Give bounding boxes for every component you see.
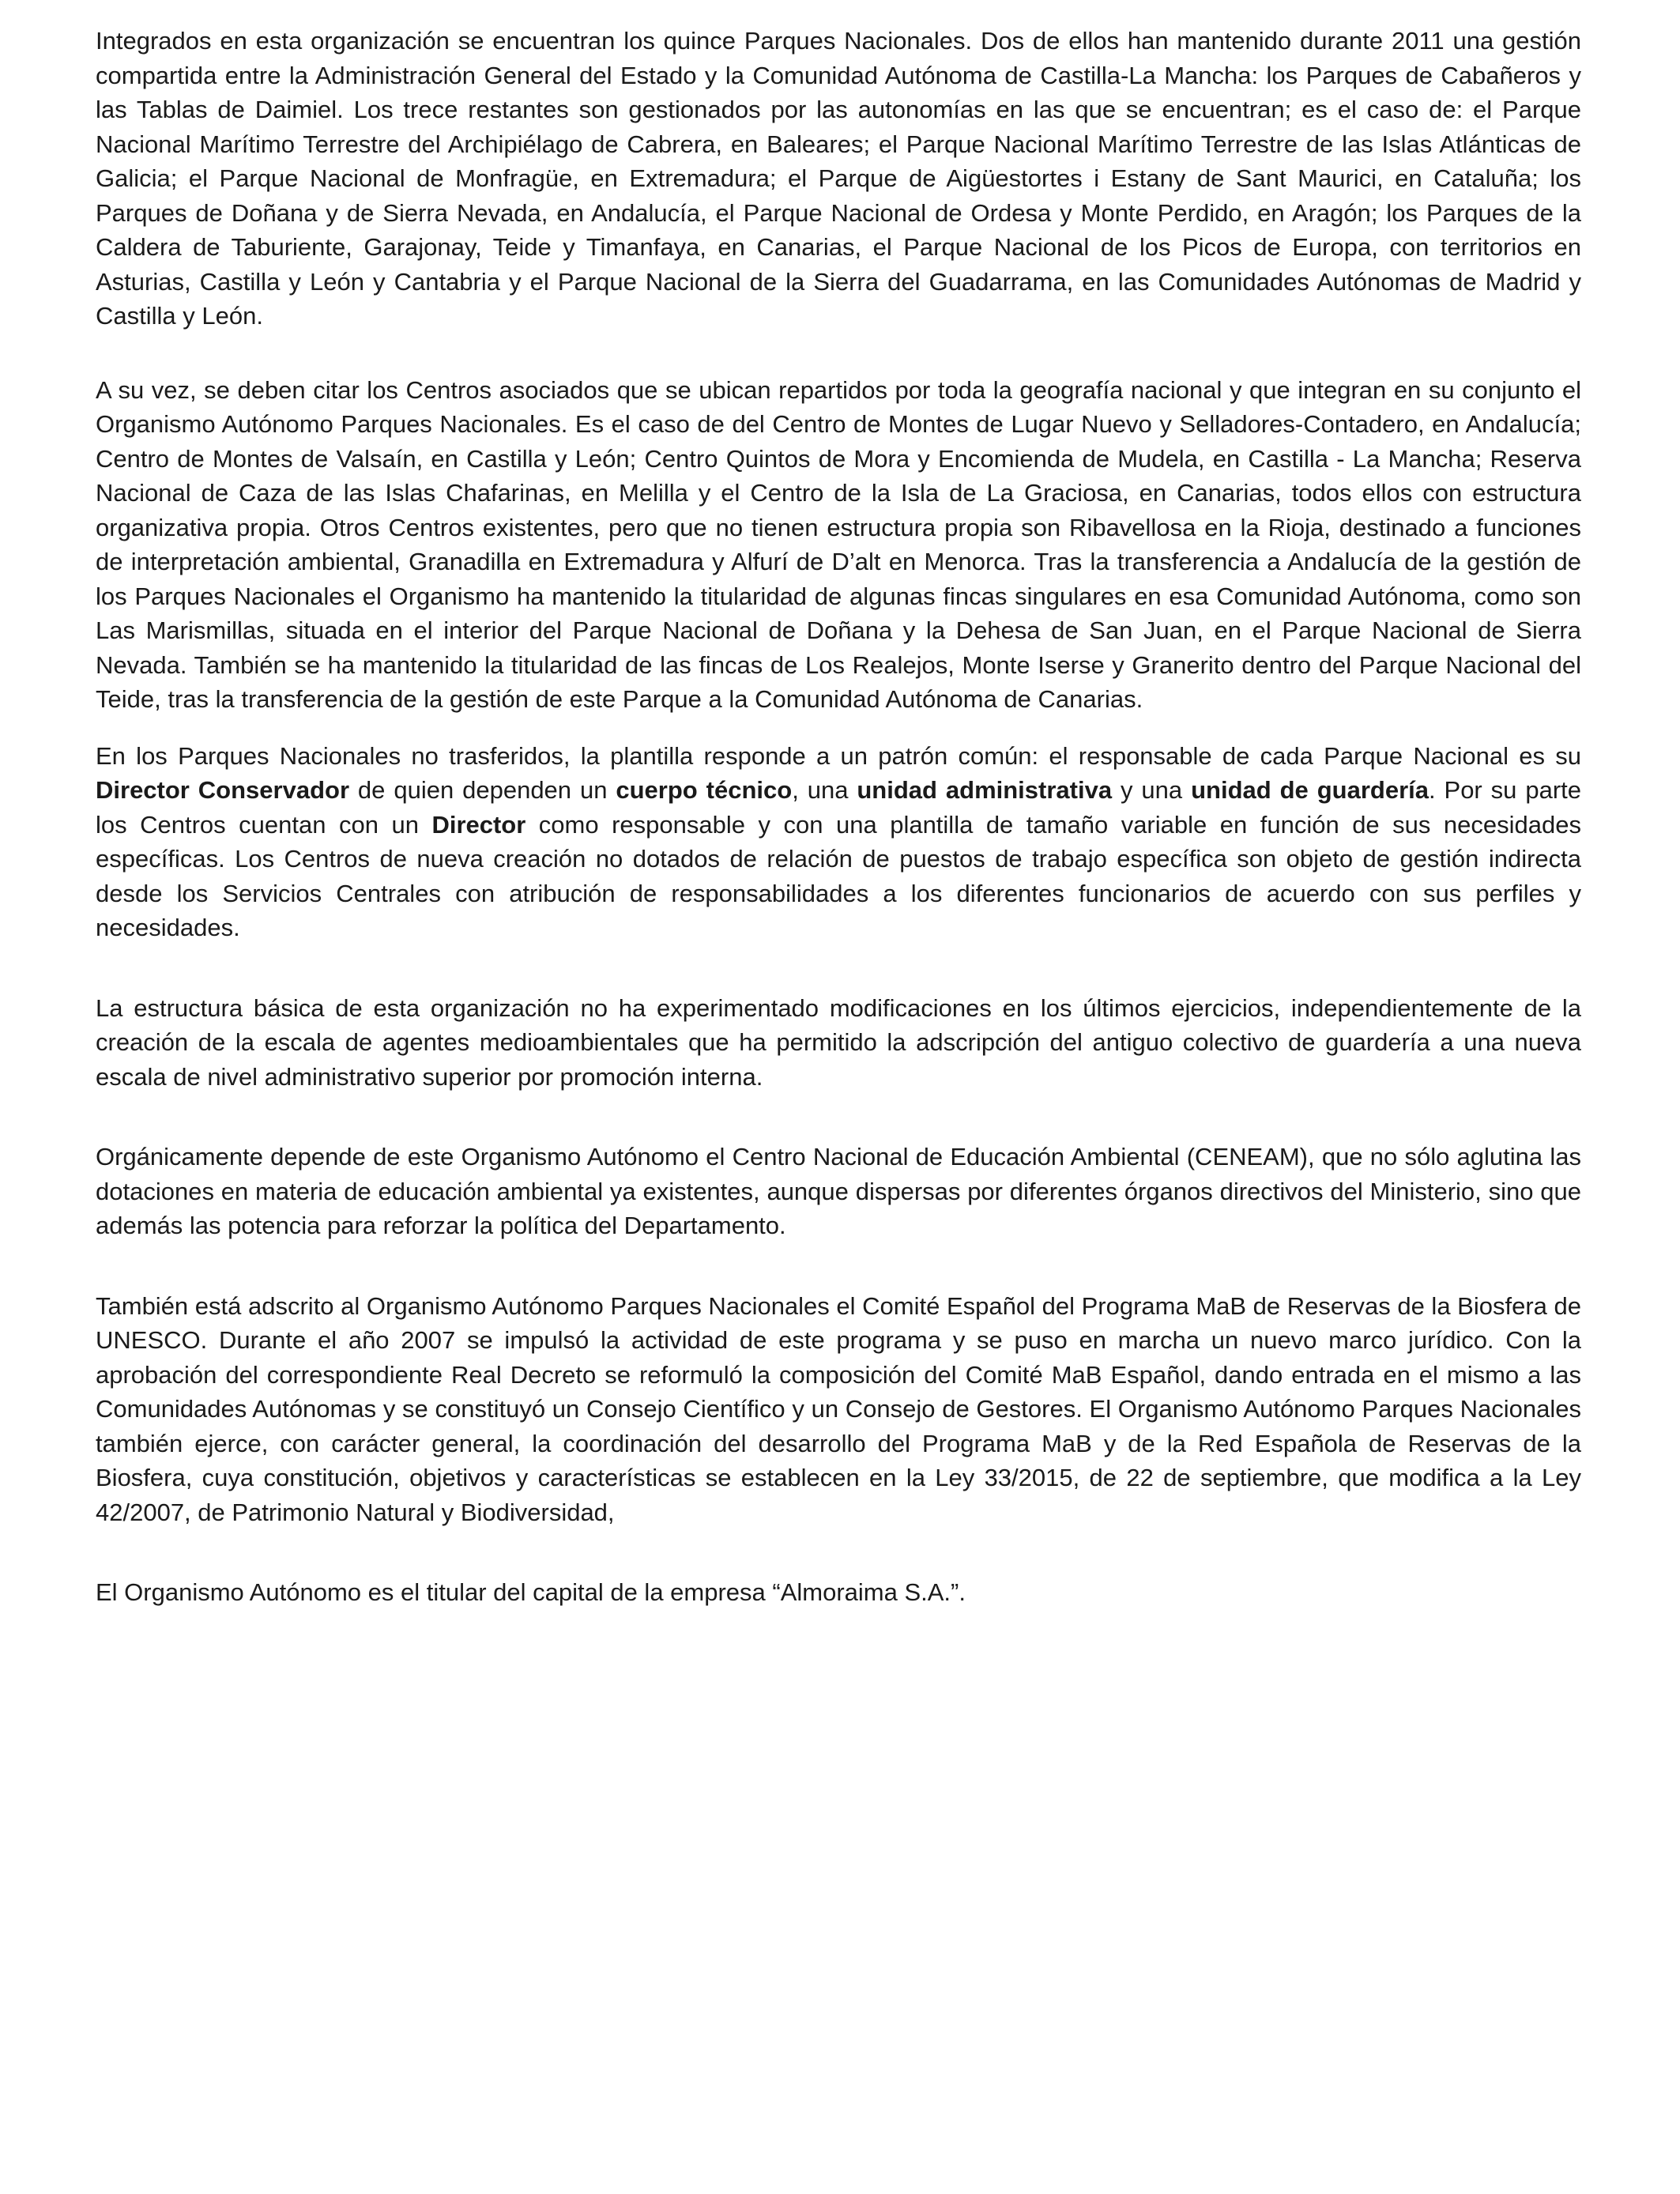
bold-term-unidad-administrativa: unidad administrativa bbox=[857, 776, 1113, 804]
bold-term-unidad-de-guarderia: unidad de guardería bbox=[1191, 776, 1429, 804]
paragraph-centros-asociados: A su vez, se deben citar los Centros asociados que se ubican repartidos por toda la geografía nacional y que integran en su conjunto el Organismo Autónomo Parques Nacionales. Es el caso de del Centro de Montes de Lugar Nuevo y Selladores-Contadero, en Andalucía; Centro de Montes de Valsaín, en Castilla y León; Centro Quintos de Mora y Encomienda de Mudela, en Castilla - La Mancha; Reserva Nacional de Caza de las Islas Chafarinas, en Melilla y el Centro de la Isla de La Graciosa, en Canarias, todos ellos con estructura organizativa propia. Otros Centros existentes, pero que no tienen estructura propia son Ribavellosa en la Rioja, destinado a funciones de interpretación ambiental, Granadilla en Extremadura y Alfurí de D’alt en Menorca. Tras la transferencia a Andalucía de la gestión de los Parques Nacionales el Organismo ha mantenido la titularidad de algunas fincas singulares en esa Comunidad Autónoma, como son Las Marismillas, situada en el interior del Parque Nacional de Doñana y la Dehesa de San Juan, en el Parque Nacional de Sierra Nevada. También se ha mantenido la titularidad de las fincas de Los Realejos, Monte Iserse y Granerito dentro del Parque Nacional del Teide, tras la transferencia de la gestión de este Parque a la Comunidad Autónoma de Canarias. bbox=[96, 375, 1581, 713]
bold-term-cuerpo-tecnico: cuerpo técnico bbox=[616, 776, 793, 804]
text-segment: En los Parques Nacionales no trasferidos, la plantilla responde a un patrón común: el responsable de cada Parque Nacional es su bbox=[96, 741, 1581, 770]
bold-term-director-conservador: Director Conservador bbox=[96, 776, 350, 804]
paragraph-ceneam: Orgánicamente depende de este Organismo Autónomo el Centro Nacional de Educación Ambiental (CENEAM), que no sólo aglutina las dotaciones en materia de educación ambiental ya existentes, aunque dispersas por diferentes órganos directivos del Ministerio, sino que además las potencia para reforzar la política del Departamento. bbox=[96, 1143, 1581, 1239]
text-segment: . Por su parte los Centros cuentan con un bbox=[96, 776, 1582, 839]
paragraph-comite-mab: También está adscrito al Organismo Autónomo Parques Nacionales el Comité Español del Programa MaB de Reservas de la Biosfera de UNESCO. Durante el año 2007 se impulsó la actividad de este programa y se puso en marcha un nuevo marco jurídico. Con la aprobación del correspondiente Real Decreto se reformuló la composición del Comité MaB Español, dando entrada en el mismo a las Comunidades Autónomas y se constituyó un Consejo Científico y un Consejo de Gestores. El Organismo Autónomo Parques Nacionales también ejerce, con carácter general, la coordinación del desarrollo del Programa MaB y de la Red Española de Reservas de la Biosfera, cuya constitución, objetivos y características se establecen en la Ley 33/2015, de 22 de septiembre, que modifica a la Ley 42/2007, de Patrimonio Natural y Biodiversidad, bbox=[96, 1291, 1581, 1526]
paragraph-plantilla bbox=[96, 739, 1581, 945]
document-page bbox=[96, 24, 1581, 1610]
text-segment: , una bbox=[792, 776, 857, 804]
bold-term-director: Director bbox=[431, 810, 526, 839]
text-segment: y una bbox=[1112, 776, 1192, 804]
paragraph-parques-integrados: Integrados en esta organización se encuentran los quince Parques Nacionales. Dos de ellos han mantenido durante 2011 una gestión compartida entre la Administración General del Estado y la Comunidad Autónoma de Castilla-La Mancha: los Parques de Cabañeros y las Tablas de Daimiel. Los trece restantes son gestionados por las autonomías en las que se encuentran; es el caso de: el Parque Nacional Marítimo Terrestre del Archipiélago de Cabrera, en Baleares; el Parque Nacional Marítimo Terrestre de las Islas Atlánticas de Galicia; el Parque Nacional de Monfragüe, en Extremadura; el Parque de Aigüestortes i Estany de Sant Maurici, en Cataluña; los Parques de Doñana y de Sierra Nevada, en Andalucía, el Parque Nacional de Ordesa y Monte Perdido, en Aragón; los Parques de la Caldera de Taburiente, Garajonay, Teide y Timanfaya, en Canarias, el Parque Nacional de los Picos de Europa, con territorios en Asturias, Castilla y León y Cantabria y el Parque Nacional de la Sierra del Guadarrama, en las Comunidades Autónomas de Madrid y Castilla y León. bbox=[96, 27, 1581, 330]
paragraph-almoraima: El Organismo Autónomo es el titular del capital de la empresa “Almoraima S.A.”. bbox=[96, 1578, 966, 1606]
text-segment: como responsable y con una plantilla de tamaño variable en función de sus necesidades específicas. Los Centros de nueva creación no dotados de relación de puestos de trabajo específica son objeto de gestión indirecta desde los Servicios Centrales con atribución de responsabilidades a los diferentes funcionarios de acuerdo con sus perfiles y necesidades. bbox=[96, 810, 1581, 941]
text-segment: de quien dependen un bbox=[349, 776, 616, 804]
paragraph-estructura-basica: La estructura básica de esta organización no ha experimentado modificaciones en los últimos ejercicios, independientemente de la creación de la escala de agentes medioambientales que ha permitido la adscripción del antiguo colectivo de guardería a una nueva escala de nivel administrativo superior por promoción interna. bbox=[96, 993, 1581, 1091]
